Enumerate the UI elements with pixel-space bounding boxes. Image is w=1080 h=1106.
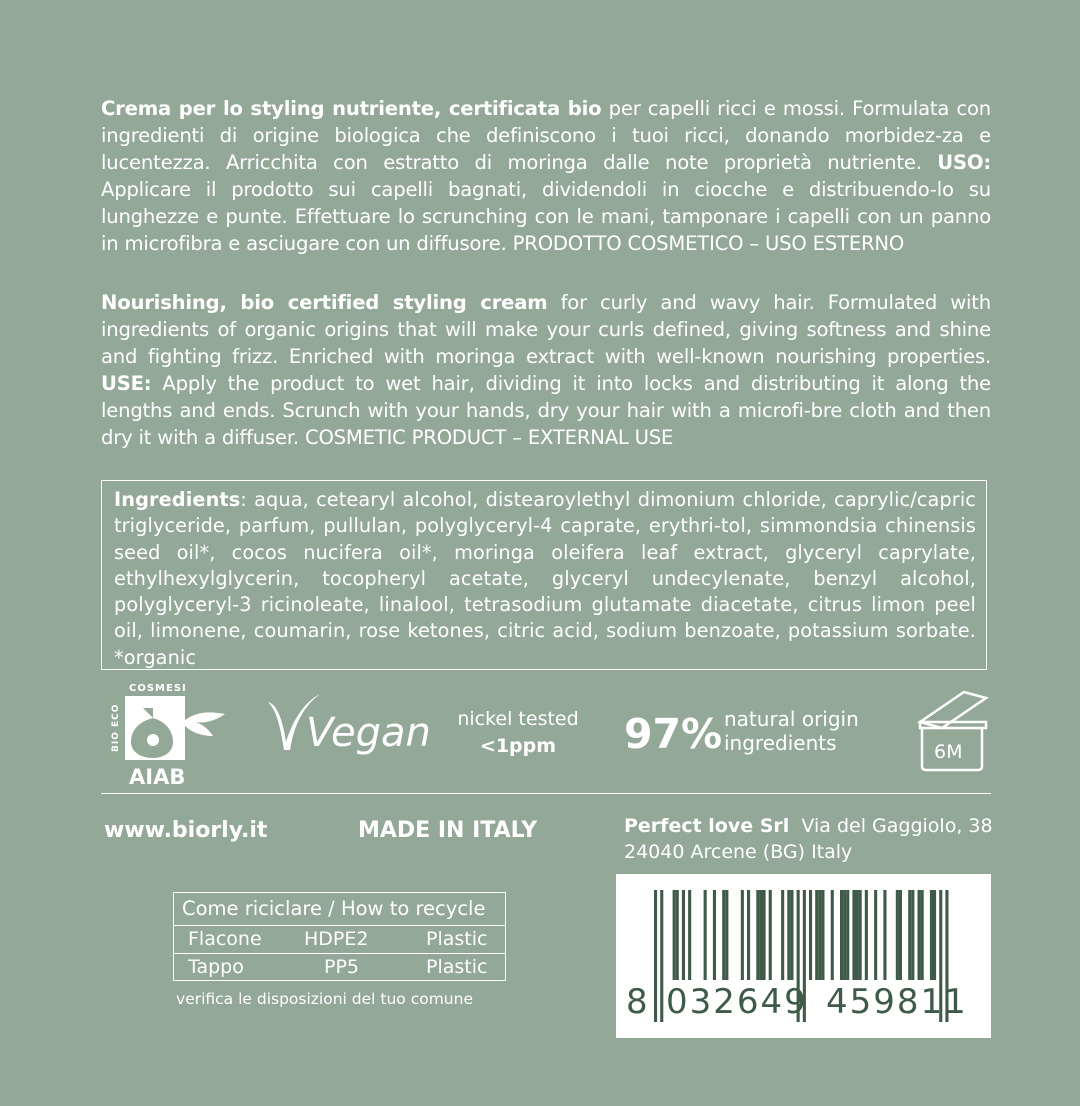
recycle-table xyxy=(173,892,506,981)
pao-text: 6M xyxy=(934,741,963,763)
italian-use-label: USO: xyxy=(937,151,991,174)
barcode-bar xyxy=(852,890,855,980)
barcode-digit-first: 8 xyxy=(626,982,648,1022)
barcode-bar xyxy=(911,890,914,980)
barcode-bar xyxy=(809,890,812,980)
recycle-material: Plastic xyxy=(426,956,488,978)
recycle-title: Come riciclare / How to recycle xyxy=(182,897,486,920)
barcode-bar xyxy=(682,890,685,980)
ingredients-label: Ingredients xyxy=(114,488,241,511)
barcode-bar xyxy=(840,890,843,980)
natural-origin-text xyxy=(724,707,859,755)
company-name: Perfect love Srl xyxy=(624,815,790,837)
barcode-bar xyxy=(676,890,679,980)
barcode-bar xyxy=(741,890,744,980)
made-in-italy: MADE IN ITALY xyxy=(358,818,538,843)
italian-text-2: Applicare il prodotto sui capelli bagnati, dividendoli in ciocche e distribuendo-lo su lunghezze e punte. Effettuare lo scrunching con le mani, tamponare i capelli con un panno in microfibra e asciugare con un diffusore. PRODOTTO COSMETICO – USO ESTERNO xyxy=(101,178,991,255)
recycle-code: PP5 xyxy=(324,956,360,978)
flask-icon xyxy=(125,696,225,760)
italian-description xyxy=(101,95,991,257)
barcode-bar xyxy=(787,890,790,980)
barcode-bar xyxy=(756,890,759,980)
barcode-bar xyxy=(759,890,762,980)
barcode-bar xyxy=(747,890,750,980)
recycle-material: Plastic xyxy=(426,928,488,950)
barcode-bar xyxy=(921,890,924,980)
barcode-bar xyxy=(781,890,784,980)
address-line-2: 24040 Arcene (BG) Italy xyxy=(624,841,853,863)
italian-lead: Crema per lo styling nutriente, certificata bio xyxy=(101,97,602,120)
barcode-bar xyxy=(722,890,725,980)
company-address xyxy=(624,813,993,865)
barcode-digits-right: 459811 xyxy=(826,982,968,1022)
aiab-top-text: COSMESI xyxy=(129,683,187,694)
barcode-bar xyxy=(673,890,676,980)
ingredients-box xyxy=(101,480,987,670)
vegan-text: Vegan xyxy=(306,710,431,756)
barcode-bar xyxy=(859,890,862,980)
barcode-bar xyxy=(725,890,728,980)
barcode-bar xyxy=(874,890,877,980)
barcode-bar xyxy=(918,890,921,980)
barcode-bar xyxy=(713,890,716,980)
aiab-logo xyxy=(103,680,238,790)
barcode-bar xyxy=(654,890,657,1022)
barcode-bar xyxy=(930,890,933,980)
address-line-1: Via del Gaggiolo, 38 xyxy=(801,815,993,837)
natural-percent: 97% xyxy=(624,710,723,758)
english-description xyxy=(101,289,991,451)
aiab-side-text: BIO ECO xyxy=(111,703,121,752)
barcode-bar xyxy=(821,890,824,980)
recycle-note: verifica le disposizioni del tuo comune xyxy=(176,990,473,1008)
english-use-label: USE: xyxy=(101,372,152,395)
recycle-part: Flacone xyxy=(188,928,262,950)
barcode-bar xyxy=(660,890,663,1022)
barcode-bar xyxy=(896,890,899,980)
aiab-bottom-text: AIAB xyxy=(129,765,186,789)
nickel-line-2: <1ppm xyxy=(479,735,557,757)
english-lead: Nourishing, bio certified styling cream xyxy=(101,291,548,314)
barcode-bar xyxy=(908,890,911,980)
recycle-part: Tappo xyxy=(188,956,244,978)
italian-text-1: per capelli ricci e mossi. Formulata con ingredienti di origine biologica che definiscono i tuoi ricci, donando morbidez-za e lucentezza. Arricchita con estratto di moringa dalle note proprietà nutriente. xyxy=(101,97,991,174)
barcode-bar xyxy=(831,890,834,980)
pao-icon xyxy=(914,684,992,772)
nickel-badge xyxy=(443,706,593,760)
recycle-code: HDPE2 xyxy=(304,928,369,950)
barcode-bar xyxy=(688,890,691,980)
recycle-row xyxy=(174,955,505,983)
vegan-badge xyxy=(262,688,431,768)
barcode-bar xyxy=(843,890,846,980)
divider xyxy=(101,793,991,794)
barcode-bar xyxy=(883,890,886,980)
website: www.biorly.it xyxy=(104,818,268,843)
barcode-bar xyxy=(704,890,707,980)
barcode-bar xyxy=(933,890,936,980)
natural-line-1: natural origin xyxy=(724,707,859,731)
ingredients-list: : aqua, cetearyl alcohol, distearoylethyl dimonium chloride, caprylic/capric triglyceride, parfum, pullulan, polyglyceryl-4 caprate, erythri-tol, simmondsia chinensis seed oil*, cocos nucifera oil*, moringa oleifera leaf extract, glyceryl caprylate, ethylhexylglycerin, tocopheryl acetate, glyceryl undecylenate, benzyl alcohol, polyglyceryl-3 ricinoleate, linalool, tetrasodium glutamate diacetate, citrus limon peel oil, limonene, coumarin, rose ketones, citric acid, sodium benzoate, potassium sorbate. *organic xyxy=(114,488,976,669)
barcode-digits-left: 032649 xyxy=(666,982,808,1022)
barcode-bar xyxy=(856,890,859,980)
barcode-bar xyxy=(769,890,772,980)
recycle-row xyxy=(174,927,505,955)
barcode-bar xyxy=(899,890,902,980)
barcode-bar xyxy=(865,890,868,980)
english-text-1: for curly and wavy hair. Formulated with ingredients of organic origins that will make your curls defined, giving softness and shine and fighting frizz. Enriched with moringa extract with well-known nourishing properties. xyxy=(101,291,991,368)
natural-line-2: ingredients xyxy=(724,731,837,755)
barcode-bar xyxy=(846,890,849,980)
barcode-bar xyxy=(815,890,818,980)
barcode-bar xyxy=(763,890,766,980)
nickel-line-1: nickel tested xyxy=(457,708,579,730)
barcode-bar xyxy=(818,890,821,980)
barcode-bar xyxy=(790,890,793,980)
barcode xyxy=(616,874,991,1038)
english-text-2: Apply the product to wet hair, dividing it into locks and distributing it along the lengths and ends. Scrunch with your hands, dry your hair with a microfi-bre cloth and then dry it with a diffuser. COSMETIC PRODUCT – EXTERNAL USE xyxy=(101,372,991,449)
